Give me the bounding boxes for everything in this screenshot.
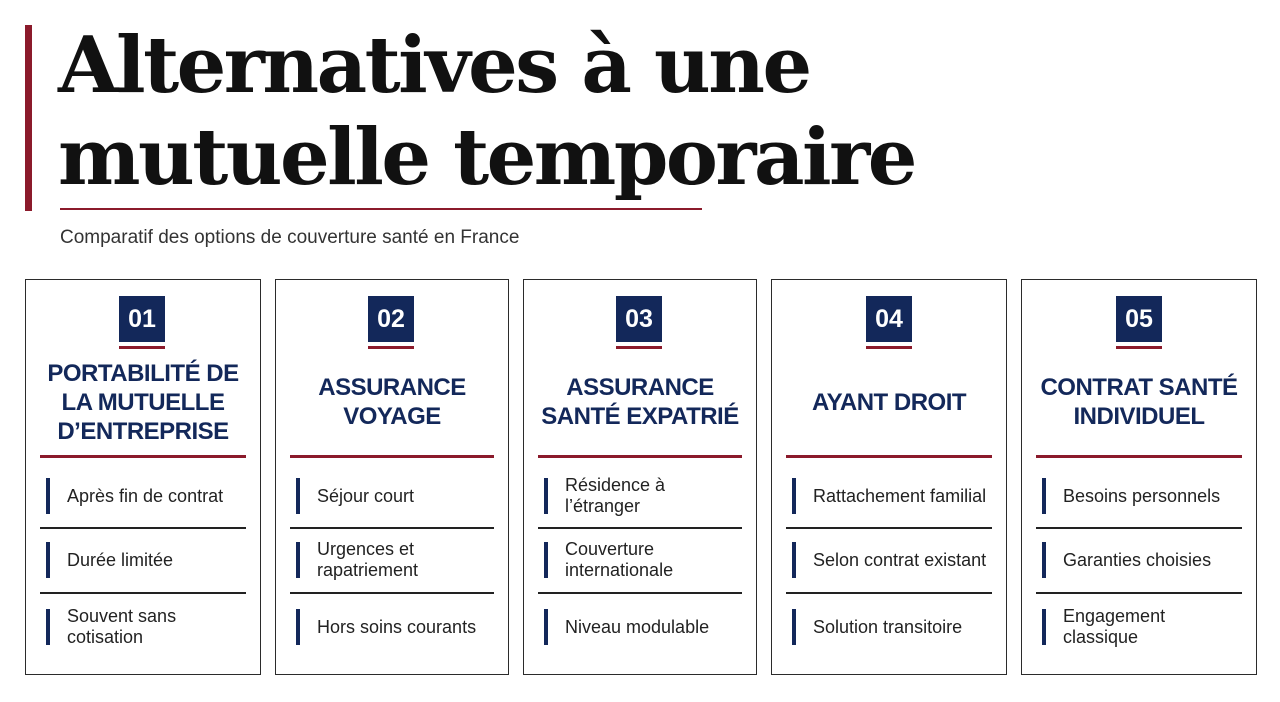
- card-number-badge: 01: [119, 296, 165, 342]
- list-item: [538, 595, 742, 659]
- list-item-text: Couverture internationale: [565, 539, 674, 580]
- bullet-mark: [1042, 542, 1046, 578]
- bullet-mark: [1042, 478, 1046, 514]
- card-number-badge: 02: [368, 296, 414, 342]
- list-item: [1036, 528, 1242, 592]
- bullet-mark: [792, 478, 796, 514]
- bullet-mark: [544, 609, 548, 645]
- list-item-text: Durée limitée: [67, 549, 174, 570]
- card-assurance-expatrie: [523, 279, 757, 675]
- item-separator: [786, 592, 992, 594]
- card-title-separator: [290, 455, 494, 458]
- title-line-1: Alternatives à une: [58, 20, 810, 111]
- list-item: [786, 528, 992, 592]
- list-item-text: Après fin de contrat: [67, 485, 224, 506]
- list-item-text: Engagement classique: [1063, 606, 1166, 647]
- list-item-text: Selon contrat existant: [813, 549, 987, 570]
- card-title-separator: [1036, 455, 1242, 458]
- card-portabilite: [25, 279, 261, 675]
- item-separator: [290, 592, 494, 594]
- page-subtitle: Comparatif des options de couverture santé en France: [60, 227, 520, 248]
- list-item: [1036, 464, 1242, 528]
- card-number-rule: [616, 346, 662, 349]
- bullet-mark: [296, 542, 300, 578]
- card-number-badge: 05: [1116, 296, 1162, 342]
- bullet-mark: [46, 478, 50, 514]
- list-item: [290, 528, 494, 592]
- card-assurance-voyage: [275, 279, 509, 675]
- card-title: CONTRAT SANTÉ INDIVIDUEL: [1040, 374, 1238, 430]
- list-item-text: Résidence à l’étranger: [565, 475, 666, 516]
- bullet-mark: [792, 609, 796, 645]
- card-number-badge: 04: [866, 296, 912, 342]
- list-item: [40, 464, 246, 528]
- list-item-text: Garanties choisies: [1063, 549, 1212, 570]
- bullet-mark: [1042, 609, 1046, 645]
- card-title-separator: [786, 455, 992, 458]
- card-ayant-droit: [771, 279, 1007, 675]
- card-title-separator: [538, 455, 742, 458]
- bullet-mark: [792, 542, 796, 578]
- bullet-mark: [46, 542, 50, 578]
- list-item: [290, 595, 494, 659]
- title-line-2: mutuelle temporaire: [58, 112, 915, 203]
- bullet-mark: [296, 609, 300, 645]
- list-item: [40, 528, 246, 592]
- list-item-text: Niveau modulable: [565, 616, 710, 637]
- card-title-separator: [40, 455, 246, 458]
- list-item-text: Hors soins courants: [317, 616, 477, 637]
- bullet-mark: [46, 609, 50, 645]
- list-item: [786, 595, 992, 659]
- list-item-text: Rattachement familial: [813, 485, 987, 506]
- bullet-mark: [544, 542, 548, 578]
- item-separator: [1036, 592, 1242, 594]
- list-item: [1036, 595, 1242, 659]
- list-item-text: Besoins personnels: [1063, 485, 1221, 506]
- bullet-mark: [296, 478, 300, 514]
- title-rule: [60, 208, 702, 210]
- card-number-rule: [1116, 346, 1162, 349]
- item-separator: [538, 592, 742, 594]
- list-item-text: Souvent sans cotisation: [67, 606, 177, 647]
- list-item: [40, 595, 246, 659]
- list-item: [290, 464, 494, 528]
- page-title: [58, 20, 1058, 204]
- list-item-text: Solution transitoire: [813, 616, 963, 637]
- card-title: AYANT DROIT: [811, 388, 967, 416]
- card-number-rule: [119, 346, 165, 349]
- list-item: [538, 528, 742, 592]
- item-separator: [40, 592, 246, 594]
- card-number-rule: [866, 346, 912, 349]
- bullet-mark: [544, 478, 548, 514]
- card-number-rule: [368, 346, 414, 349]
- list-item: [786, 464, 992, 528]
- list-item-text: Urgences et rapatriement: [317, 539, 419, 580]
- list-item: [538, 464, 742, 528]
- accent-bar: [25, 25, 32, 211]
- card-title: ASSURANCE VOYAGE: [318, 374, 466, 430]
- card-number-badge: 03: [616, 296, 662, 342]
- list-item-text: Séjour court: [317, 485, 415, 506]
- card-title: ASSURANCE SANTÉ EXPATRIÉ: [541, 374, 739, 430]
- card-contrat-individuel: [1021, 279, 1257, 675]
- card-title: PORTABILITÉ DE LA MUTUELLE D’ENTREPRISE: [47, 359, 239, 445]
